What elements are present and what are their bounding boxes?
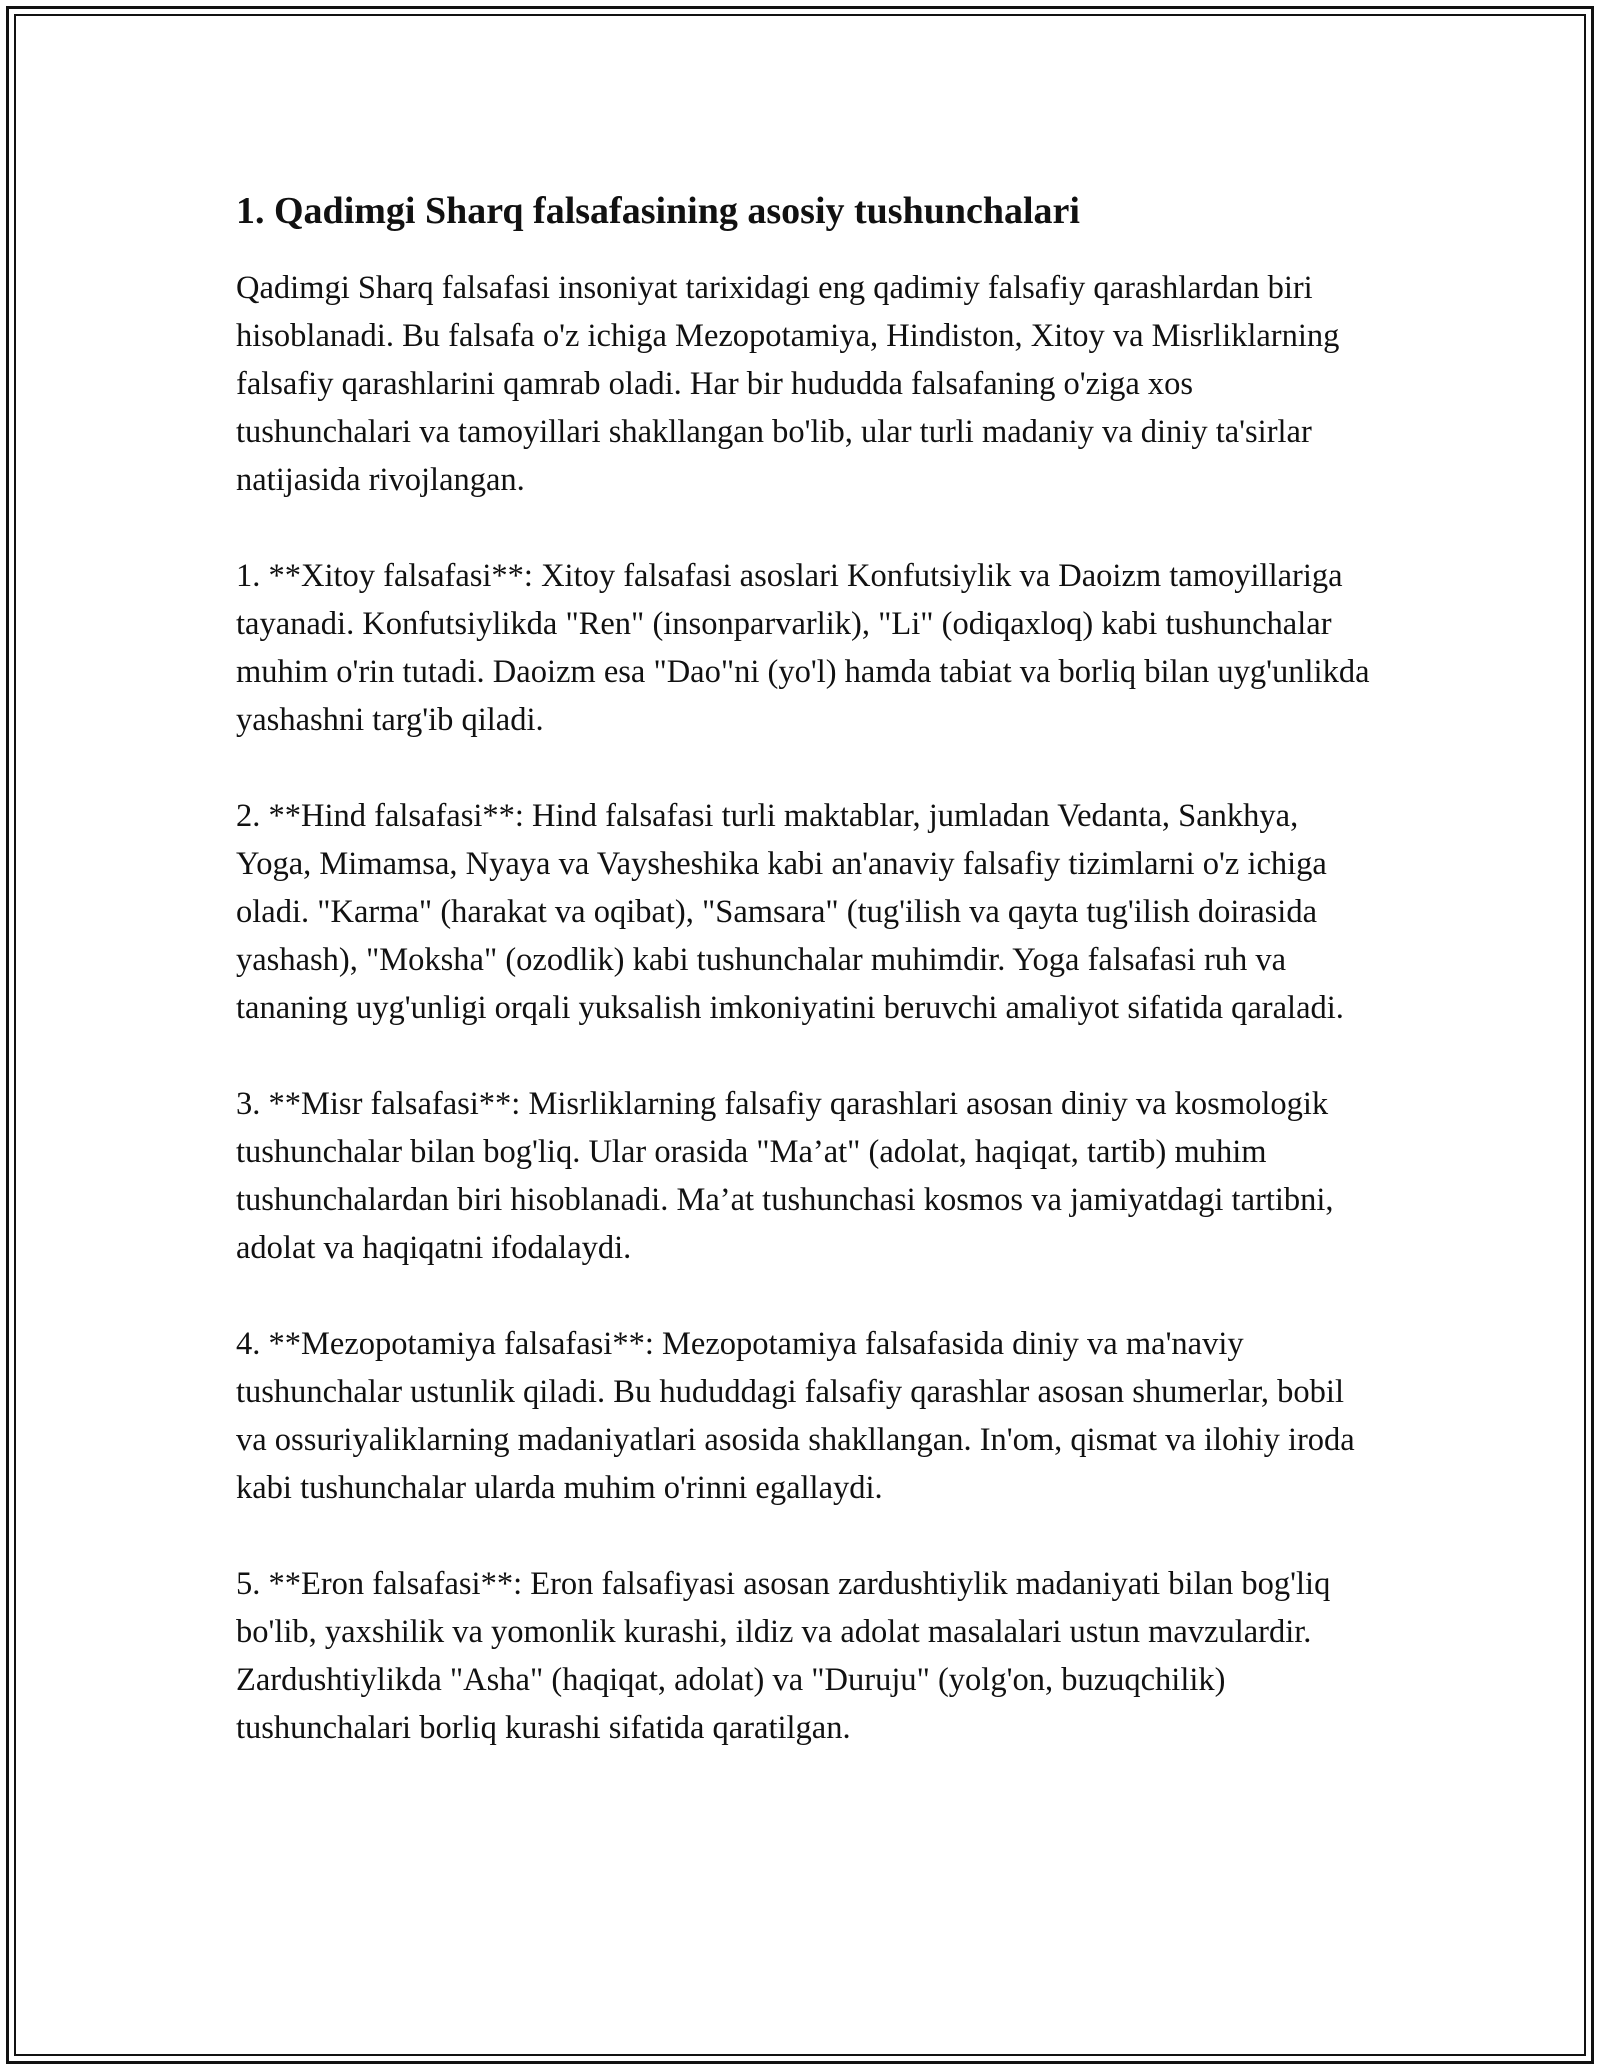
- paragraph-egyptian-philosophy: 3. **Misr falsafasi**: Misrliklarning falsafiy qarashlari asosan diniy va kosmologik tushunchalar bilan bog'liq. Ular orasida "Ma’at" (adolat, haqiqat, tartib) muhim tushunchalardan biri hisoblanadi. Ma’at tushunchasi kosmos va jamiyatdagi tartibni, adolat va haqiqatni ifodalaydi.: [236, 1086, 1334, 1266]
- paragraph-indian-philosophy: 2. **Hind falsafasi**: Hind falsafasi turli maktablar, jumladan Vedanta, Sankhya, Yoga, Mimamsa, Nyaya va Vaysheshika kabi an'anaviy falsafiy tizimlarni o'z ichiga oladi. "Karma" (harakat va oqibat), "Samsara" (tug'ilish va qayta tug'ilish doirasida yashash), "Moksha" (ozodlik) kabi tushunchalar muhimdir. Yoga falsafasi ruh va tananing uyg'unligi orqali yuksalish imkoniyatini beruvchi amaliyot sifatida qaraladi.: [236, 798, 1344, 1026]
- paragraph-chinese-philosophy: 1. **Xitoy falsafasi**: Xitoy falsafasi asoslari Konfutsiylik va Daoizm tamoyillariga tayanadi. Konfutsiylikda "Ren" (insonparvarlik), "Li" (odiqaxloq) kabi tushunchalar muhim o'rin tutadi. Daoizm esa "Dao"ni (yo'l) hamda tabiat va borliq bilan uyg'unlikda yashashni targ'ib qiladi.: [236, 558, 1370, 738]
- document-body: [236, 186, 1371, 1800]
- paragraph-iranian-philosophy: 5. **Eron falsafasi**: Eron falsafiyasi asosan zardushtiylik madaniyati bilan bog'liq bo'lib, yaxshilik va yomonlik kurashi, ildiz va adolat masalalari ustun mavzulardir. Zardushtiylikda "Asha" (haqiqat, adolat) va "Duruju" (yolg'on, buzuqchilik) tushunchalari borliq kurashi sifatida qaratilgan.: [236, 1566, 1331, 1746]
- page-title: 1. Qadimgi Sharq falsafasining asosiy tushunchalari: [236, 190, 1080, 232]
- intro-paragraph: Qadimgi Sharq falsafasi insoniyat tarixidagi eng qadimiy falsafiy qarashlardan biri hisoblanadi. Bu falsafa o'z ichiga Mezopotamiya, Hindiston, Xitoy va Misrliklarning falsafiy qarashlarini qamrab oladi. Har bir hududda falsafaning o'ziga xos tushunchalari va tamoyillari shakllangan bo'lib, ular turli madaniy va diniy ta'sirlar natijasida rivojlangan.: [236, 270, 1340, 498]
- paragraph-mesopotamian-philosophy: 4. **Mezopotamiya falsafasi**: Mezopotamiya falsafasida diniy va ma'naviy tushunchalar ustunlik qiladi. Bu hududdagi falsafiy qarashlar asosan shumerlar, bobil va ossuriyaliklarning madaniyatlari asosida shakllangan. In'om, qismat va ilohiy iroda kabi tushunchalar ularda muhim o'rinni egallaydi.: [236, 1326, 1355, 1506]
